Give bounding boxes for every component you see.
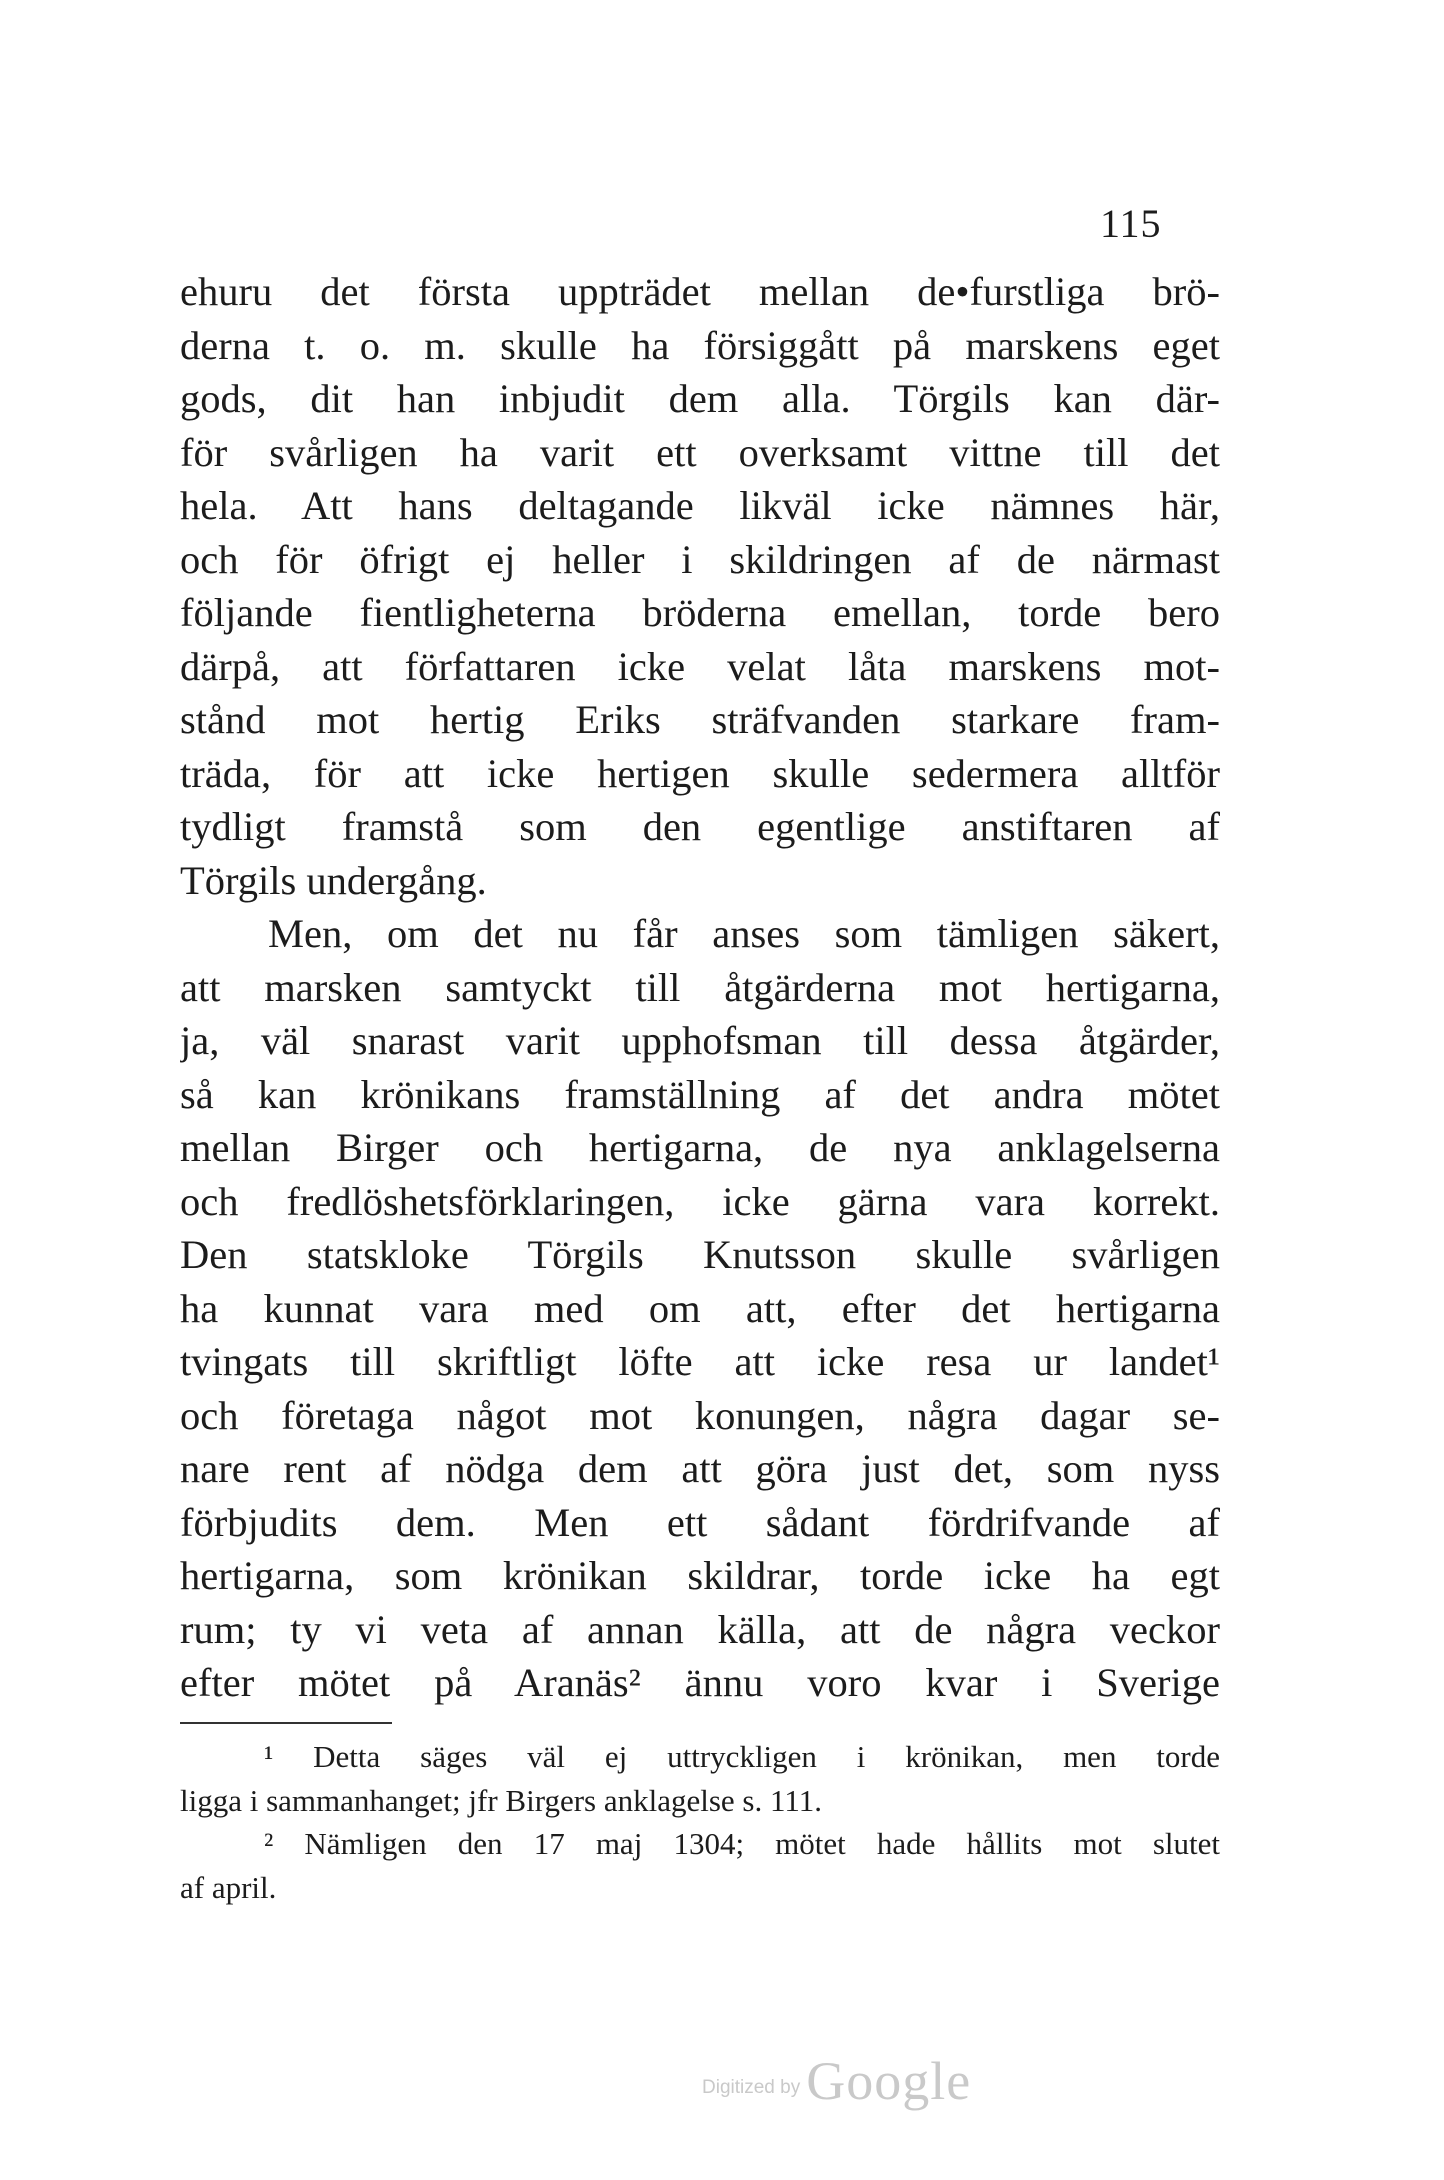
- text-line: hela. Att hans deltagande likväl icke nämnes här,: [180, 483, 1220, 528]
- text-line: derna t. o. m. skulle ha försiggått på marskens eget: [180, 322, 1220, 368]
- text-line: stånd mot hertig Eriks sträfvanden starkare fram-: [180, 697, 1220, 742]
- footnote-line: ² Nämligen den 17 maj 1304; mötet hade hållits mot slutet: [264, 1826, 1220, 1861]
- footnotes: [180, 1735, 1220, 1909]
- text-line: nare rent af nödga dem att göra just det, som nyss: [180, 1446, 1220, 1491]
- text-line: hertigarna, som krönikan skildrar, torde icke ha egt: [180, 1553, 1220, 1598]
- text-line: för svårligen ha varit ett overksamt vittne till det: [180, 429, 1220, 475]
- text-line: ja, väl snarast varit upphofsman till dessa åtgärder,: [180, 1018, 1220, 1063]
- text-line: och fredlöshetsförklaringen, icke gärna vara korrekt.: [180, 1178, 1220, 1224]
- text-line: gods, dit han inbjudit dem alla. Törgils kan där-: [180, 376, 1220, 421]
- text-line: Den statskloke Törgils Knutsson skulle svårligen: [180, 1232, 1220, 1277]
- text-line: träda, för att icke hertigen skulle sedermera alltför: [180, 750, 1220, 796]
- text-line: och för öfrigt ej heller i skildringen af de närmast: [180, 536, 1220, 582]
- text-line: så kan krönikans framställning af det andra mötet: [180, 1071, 1220, 1117]
- digitized-watermark: [702, 2050, 971, 2112]
- text-line: förbjudits dem. Men ett sådant fördrifvande af: [180, 1499, 1220, 1545]
- text-line: att marsken samtyckt till åtgärderna mot hertigarna,: [180, 964, 1220, 1010]
- footnote-divider: [180, 1722, 392, 1724]
- text-line: ehuru det första uppträdet mellan de•furstliga brö-: [180, 269, 1220, 314]
- text-line: mellan Birger och hertigarna, de nya anklagelserna: [180, 1125, 1220, 1170]
- footnote-line: ¹ Detta säges väl ej uttryckligen i krönikan, men torde: [264, 1739, 1220, 1774]
- text-line: ha kunnat vara med om att, efter det hertigarna: [180, 1285, 1220, 1331]
- text-line: efter mötet på Aranäs² ännu voro kvar i Sverige: [180, 1660, 1220, 1705]
- text-line: och företaga något mot konungen, några dagar se-: [180, 1392, 1220, 1438]
- paragraph-start-line: Men, om det nu får anses som tämligen säkert,: [268, 911, 1220, 956]
- body-text: [180, 265, 1220, 1710]
- text-line: Törgils undergång.: [180, 857, 487, 903]
- google-logo: Google: [806, 2051, 972, 2111]
- page-number: 115: [1100, 201, 1162, 246]
- watermark-prefix: Digitized by: [702, 2077, 801, 2098]
- footnote-line: ligga i sammanhanget; jfr Birgers anklagelse s. 111.: [180, 1782, 822, 1818]
- footnote-line: af april.: [180, 1869, 277, 1905]
- text-line: rum; ty vi veta af annan källa, att de några veckor: [180, 1606, 1220, 1652]
- text-line: därpå, att författaren icke velat låta marskens mot-: [180, 643, 1220, 689]
- text-line: följande fientligheterna bröderna emellan, torde bero: [180, 590, 1220, 635]
- text-line: tydligt framstå som den egentlige anstiftaren af: [180, 804, 1220, 849]
- text-line: tvingats till skriftligt löfte att icke resa ur landet¹: [180, 1339, 1220, 1384]
